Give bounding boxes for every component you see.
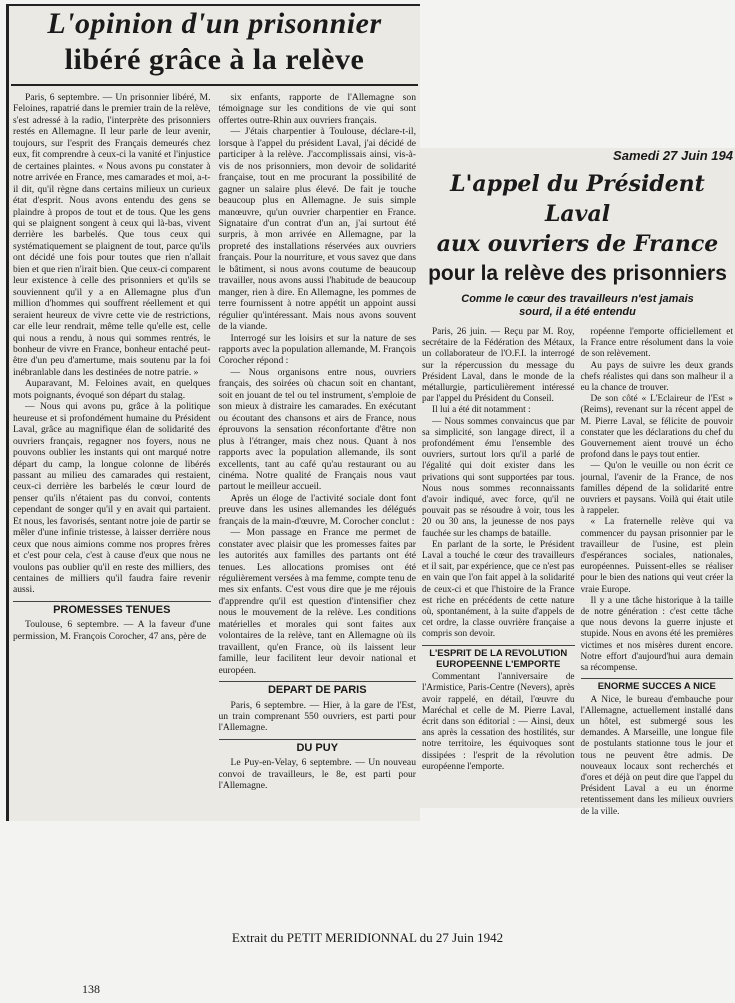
source-caption: Extrait du PETIT MERIDIONNAL du 27 Juin 1942 (231, 930, 504, 945)
paragraph: — Nous organisons entre nous, ouvriers français, des soirées où chacun soit en chantant, soit en jouant de tel ou tel instrument, s'emploie de son mieux à distraire les camarades. En exécutant ou écoutant des chansons et airs de France, nous éprouvons la sensation réconfortante d'être non plus à l'étranger, mais chez nous. Quant à nos rapports avec la population allemande, ils sont excellents, tant au café qu'au restaurant ou au cinéma. Notre qualité de Français nous vaut partout le meilleur accueil. (218, 366, 416, 493)
paragraph: De son côté « L'Eclaireur de l'Est » (Reims), revenant sur la récent appel de M. Pierre Laval, se félicite de pouvoir constater que les déclarations du chef du Gouvernement aient trouvé un écho profond dans le pays tout entier. (580, 394, 733, 461)
paragraph: — Nous sommes convaincus que par sa simplicité, son langage direct, il a profondément ému l'ensemble des ouvriers, surtout lors qu'il a parlé de l'égalité qui doit exister dans les privations qui sont supportées par tous. Nous nous sommes reconnaissants d'avoir indiqué, avec force, qu'il ne pouvait pas se résoudre à voir, tous les 20 ou 30 ans, la jeunesse de nos pays fauchée sur les champs de bataille. (422, 416, 575, 539)
right-headline-line1: L'appel du Président Laval (450, 171, 705, 227)
left-article-columns (9, 92, 420, 792)
subheading-promesses: PROMESSES TENUES (13, 601, 211, 616)
left-headline-line2: libéré grâce à la relève (64, 43, 365, 76)
left-article-column-1 (13, 92, 211, 792)
right-article-column-2 (581, 327, 734, 827)
paragraph: « La fraternelle relève qui va commencer du paysan prisonnier par le travailleur de l'usine, est plein d'espérances sociales, nationales, européennes. Puissent-elles se réaliser pour le bien des nations qui veut créer la vraie Europe. (580, 517, 733, 595)
headline-divider (11, 84, 418, 86)
issue-date: Samedi 27 Juin 194 (613, 148, 733, 163)
paragraph: — Nous qui avons pu, grâce à la politique heureuse et si profondément humaine du Président Laval, grâce au magnifique élan de solidarité des ouvriers français, regagner nos foyers, nous ne pouvons oublier les instants qui ont marqué notre départ du camp, la longue colonne de libérés passant au milieu des camarades qui restaient, ceux-ci derrière les barbelés le cœur lourd de penser qu'ils n'étaient pas du convoi, contents cependant de songer qu'il y en avait qui partaient. Et nous, les favorisés, sentant notre joie de partir se mêler d'une infinie tristesse, à laisser derrière nous ceux que nous aimions comme nos propres frères et c'est pour cela, c'est à cause d'eux que nous ne voulons pas oublier qu'il en reste des milliers, des centaines de milliers qu'il faudra faire revenir aussi. (13, 401, 211, 596)
paragraph: Paris, 6 septembre. — Un prisonnier libéré, M. Feloines, rapatrié dans le premier train de la relève, s'est adressé à la radio, l'interprète des prisonniers restés en Allemagne. Il leur parle de leur avenir, toujours, sur l'esprit des Français demeurés chez eux, fit comprendre à ceux-ci la vanité et l'injustice de certaines plaintes. « Nous avons pu constater à notre arrivée en France, mes camarades et moi, a-t-il dit, qu'il règne dans certains milieux un curieux état d'esprit. Nous avons entendu des gens se plaindre à propos de tout et de tous. Que les gens qui se plaignent songent à ceux qui là-bas, vivent derrière les barbelés. Que tous ceux qui systématiquement se plaignent de tout, parce qu'ils ont décidé une fois pour toutes que rien n'allait bien et que rien n'irait bien. Que ceux-ci comparent leur existence à celle des prisonniers et qu'ils se souviennent qu'il y a en Allemagne plus d'un million d'hommes qui souffrent réellement et qui seraient heureux de vivre cette vie de restrictions, car elle leur rendrait, même telle qu'elle est, celle qui nous a rendu, à nous qui sommes rentrés, le bonheur de vivre en France, bonheur entaché peut-être d'un peu d'amertume, mais soutenu par la foi inébranlable dans les destinées de notre patrie. » (13, 92, 211, 378)
left-newspaper-clipping (6, 4, 420, 821)
paragraph: Après un éloge de l'activité sociale dont font preuve dans les usines allemandes les délégués français de la main-d'œuvre, M. Corocher conclut : (218, 492, 416, 527)
paragraph: — J'étais charpentier à Toulouse, déclare-t-il, lorsque à l'appel du président Laval, j'ai décidé de participer à la relève. J'accomplissais ainsi, vis-à-vis de nos prisonniers, mon devoir de solidarité française, tout en me procurant la possibilité de gagner un salaire plus élevé. De fait je touche beaucoup plus en Allemagne. Je suis simple manœuvre, qu'un ouvrier charpentier en France. Signataire d'un contrat d'un an, j'ai surtout été surpris, à mon arrivée en Allemagne, par la propreté des installations réservées aux ouvriers français. Pour la nourriture, et vous savez que dans le bâtiment, si nous avons coutume de beaucoup travailler, nous avons aussi l'habitude de beaucoup manger, rien à dire. En Allemagne, les pommes de terre fournissent à notre appétit un appoint aussi régulier qu'intéressant. Mais nous avons souvent de la viande. (218, 126, 416, 333)
left-article-column-2 (219, 92, 417, 792)
paragraph: A Nice, le bureau d'embauche pour l'Allemagne, actuellement installé dans un hôtel, est submergé sous les demandes. A Marseille, une longue file de postulants stationne tous le jour et tous ne peuvent être admis. De nouveaux locaux sont recherchés et d'ores et déjà on peut dire que l'appel du Président Laval a eu un énorme retentissement dans les milieux ouvriers de la ville. (580, 694, 733, 817)
paragraph: six enfants, rapporte de l'Allemagne son témoignage sur les conditions de vie qui sont offertes outre-Rhin aux ouvriers français. (218, 92, 416, 126)
subheading-depart: DEPART DE PARIS (219, 681, 417, 696)
paragraph: Paris, 6 septembre. — Hier, à la gare de l'Est, un train comprenant 550 ouvriers, est parti pour l'Allemagne. (218, 699, 416, 734)
paragraph: En parlant de la sorte, le Président Laval a touché le cœur des travailleurs et il sait, par expérience, que ce n'est pas en vain que l'on fait appel à la solidarité de ceux-ci et que l'histoire de la France est riche en précédents de cette nature où, spontanément, à la suite d'appels de cet ordre, la classe ouvrière française a compris son devoir. (422, 539, 575, 640)
paragraph: Toulouse, 6 septembre. — A la faveur d'une permission, M. François Corocher, 47 ans, père de (13, 619, 211, 642)
paragraph: — Mon passage en France me permet de constater avec plaisir que les promesses faites par les autorités aux familles des partants ont été tenues. Les allocations promises ont été régulièrement versées à ma femme, compte tenu de mes six enfants. C'est vous dire que je me réjouis d'apprendre qu'il est question d'intensifier chez nous le mouvement de la relève. Les conditions matérielles et morales qui sont faites aux volontaires de la relève, tant en Allemagne où ils travaillent, qu'en France, où ils laissent leur famille, leur facilitent leur devoir national et européen. (218, 527, 416, 676)
right-newspaper-clipping (420, 148, 735, 817)
paragraph: Le Puy-en-Velay, 6 septembre. — Un nouveau convoi de travailleurs, le 8e, est parti pour l'Allemagne. (218, 757, 416, 792)
paragraph: ropéenne l'emporte officiellement et la France entre résolument dans la voie de son relèvement. (580, 327, 733, 360)
right-article-column-1 (422, 327, 575, 827)
paragraph: Au pays de suivre les deux grands chefs réalistes qui dans son malheur il a eu la chance de trouver. (580, 360, 733, 394)
paragraph: — Qu'on le veuille ou non écrit ce journal, l'avenir de la France, de nos familles dépend de la solidarité entre ouvriers et paysans. Voilà qui était utile à rappeler. (580, 461, 733, 517)
right-article-columns (420, 327, 735, 827)
paragraph: Paris, 26 juin. — Reçu par M. Roy, secrétaire de la Fédération des Métaux, un collaborateur de l'O.F.I. la interrogé sur la répercussion du message du Président Laval, dans le monde de la métallurgie, particulièrement intéressé par l'appel du Président du Conseil. (422, 327, 575, 405)
subheading-puy: DU PUY (219, 739, 417, 754)
deck-line: Comme le cœur des travailleurs n'est jamais (461, 293, 694, 305)
left-headline-line1: L'opinion d'un prisonnier (47, 7, 382, 40)
deck-line: sourd, il a été entendu (519, 306, 636, 318)
paragraph: Commentant l'anniversaire de l'Armistice, Paris-Centre (Nevers), après avoir rappelé, en détail, l'œuvre du Maréchal et celle de M. Pierre Laval, écrit dans son éditorial : — Ainsi, deux ans après la cessation des hostilités, sur notre territoire, les équivoques sont dissipées : l'esprit de la révolution européenne l'emporte. (422, 672, 575, 772)
right-headline-line3: pour la relève des prisonniers (428, 262, 727, 285)
paragraph: Il lui a été dit notamment : (432, 405, 531, 416)
right-headline-line2: aux ouvriers de France (436, 231, 719, 257)
subheading-enorme: ENORME SUCCES A NICE (581, 678, 734, 692)
right-deck (420, 293, 735, 319)
paragraph: Il y a une tâche historique à la taille de notre génération : c'est cette tâche que nous devons la guerre injuste et stupide. Nous en avons été les premières victimes et nos misères durent encore. Notre effort d'aujourd'hui aura demain sa récompense. (580, 595, 733, 674)
page-number: 138 (82, 982, 100, 996)
paragraph: Auparavant, M. Feloines avait, en quelques mots poignants, évoqué son départ du stalag. (13, 378, 211, 401)
paragraph: Interrogé sur les loisirs et sur la nature de ses rapports avec la population allemande, M. François Corocher répond : (218, 332, 416, 367)
subheading-esprit: L'ESPRIT DE LA REVOLUTION EUROPEENNE L'EMPORTE (422, 645, 575, 670)
